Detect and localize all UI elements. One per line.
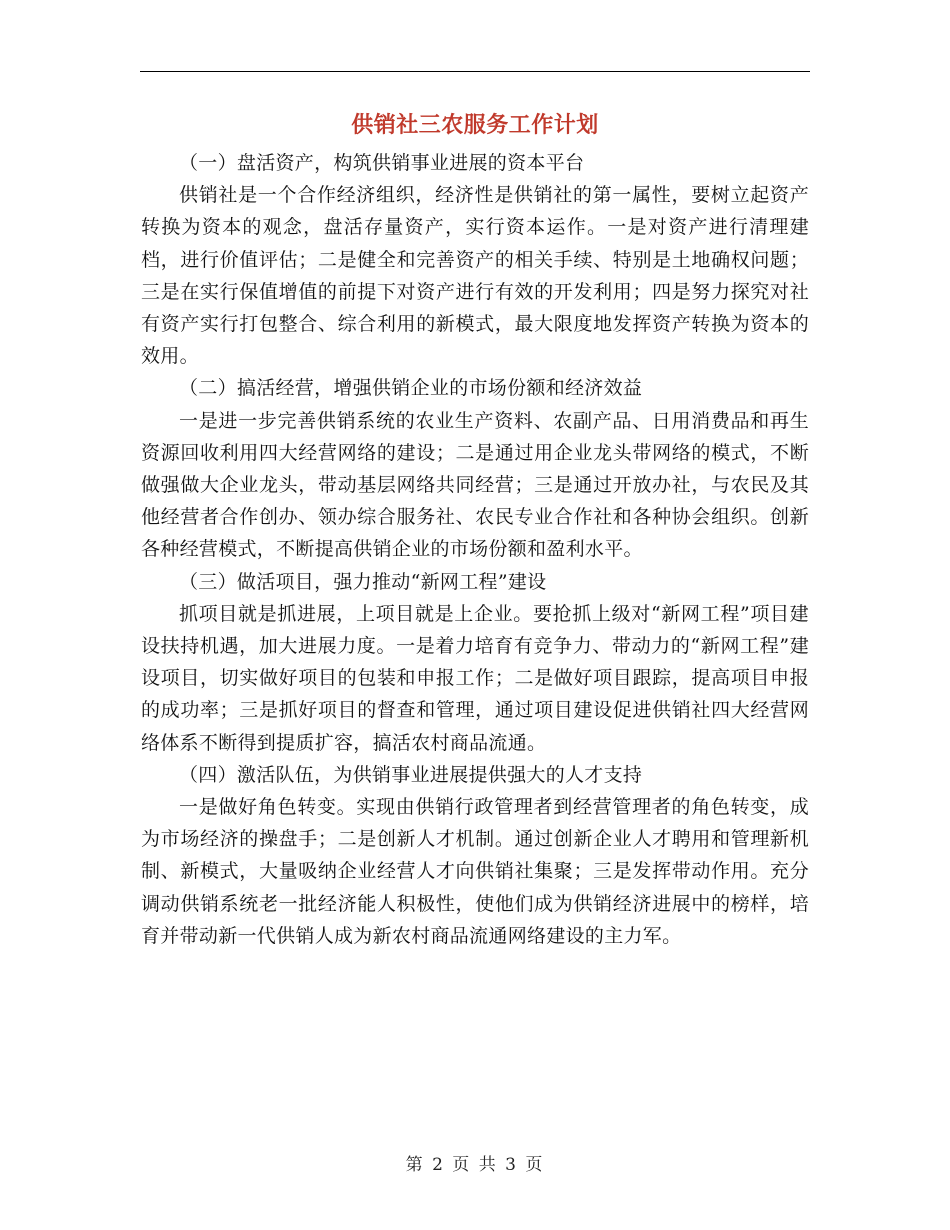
header-rule — [140, 71, 810, 72]
document-body — [141, 147, 809, 952]
document-content — [141, 103, 809, 952]
section-heading-4: （四）激活队伍，为供销事业进展提供强大的人才支持 — [179, 763, 643, 786]
section-heading-2: （二）搞活经营，增强供销企业的市场份额和经济效益 — [179, 377, 643, 400]
paragraph-1: 供销社是一个合作经济组织，经济性是供销社的第一属性，要树立起资产转换为资本的观念，盘活存量资产，实行资本运作。一是对资产进行清理建档，进行价值评估；二是健全和完善资产的相关手续、特别是土地确权问题；三是在实行保值增值的前提下对资产进行有效的开发利用；四是努力探究对社有资产实行打包整合、综合利用的新模式，最大限度地发挥资产转换为资本的效用。 — [141, 184, 809, 368]
page-number: 第 2 页 共 3 页 — [405, 1155, 545, 1175]
paragraph-2: 一是进一步完善供销系统的农业生产资料、农副产品、日用消费品和再生资源回收利用四大经营网络的建设；二是通过用企业龙头带网络的模式，不断做强做大企业龙头，带动基层网络共同经营；三是通过开放办社，与农民及其他经营者合作创办、领办综合服务社、农民专业合作社和各种协会组织。创新各种经营模式，不断提高供销企业的市场份额和盈利水平。 — [141, 409, 809, 561]
paragraph-4: 一是做好角色转变。实现由供销行政管理者到经营管理者的角色转变，成为市场经济的操盘手；二是创新人才机制。通过创新企业人才聘用和管理新机制、新模式，大量吸纳企业经营人才向供销社集聚；三是发挥带动作用。充分调动供销系统老一批经济能人积极性，使他们成为供销经济进展中的榜样，培育并带动新一代供销人成为新农村商品流通网络建设的主力军。 — [141, 796, 809, 947]
document-title: 供销社三农服务工作计划 — [351, 112, 599, 138]
section-heading-3: （三）做活项目，强力推动“新网工程”建设 — [179, 570, 547, 593]
paragraph-3: 抓项目就是抓进展，上项目就是上企业。要抢抓上级对“新网工程”项目建设扶持机遇，加大进展力度。一是着力培育有竞争力、带动力的“新网工程”建设项目，切实做好项目的包装和申报工作；二是做好项目跟踪，提高项目申报的成功率；三是抓好项目的督查和管理，通过项目建设促进供销社四大经营网络体系不断得到提质扩容，搞活农村商品流通。 — [141, 602, 809, 754]
section-heading-1: （一）盘活资产，构筑供销事业进展的资本平台 — [179, 152, 585, 174]
